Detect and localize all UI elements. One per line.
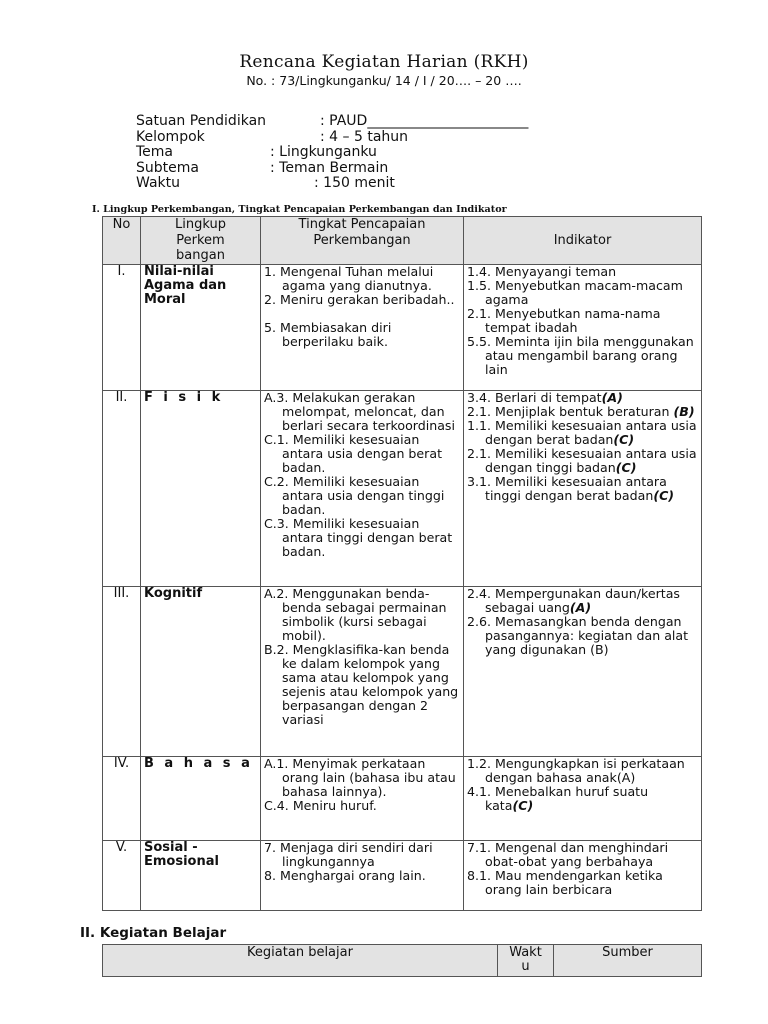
table-row [103, 841, 702, 911]
level-mark: (B) [673, 404, 695, 419]
section-2-heading: II. Kegiatan Belajar [80, 925, 227, 941]
indikator-text: 2.4. Mempergunakan daun/kertas sebagai uang [467, 586, 680, 615]
row-number: II. [103, 391, 141, 587]
indikator-item: 2.1. Menyebutkan nama-nama tempat ibadah [467, 306, 661, 335]
tingkat-item: C.2. Memiliki kesesuaian antara usia dengan tinggi badan. [264, 474, 445, 517]
tingkat-item: 5. Membiasakan diri berperilaku baik. [264, 320, 392, 349]
header-line: Tingkat Pencapaian [298, 217, 426, 232]
document-number: No. : 73/Lingkunganku/ 14 / I / 20…. – 20 …. [246, 73, 522, 88]
meta-value: : Teman Bermain [270, 159, 389, 176]
level-mark: (C) [512, 798, 534, 813]
row-tingkat [261, 265, 464, 391]
row-tingkat [261, 587, 464, 757]
header-line: Perkem [176, 232, 225, 248]
tingkat-item: 2. Meniru gerakan beribadah.. [264, 292, 455, 307]
indikator-item [467, 475, 698, 503]
table-header-row [103, 217, 702, 265]
meta-label: Kelompok [136, 128, 205, 145]
row-indikator [464, 841, 702, 911]
row-lingkup: Sosial - Emosional [141, 841, 261, 911]
indikator-item: 8.1. Mau mendengarkan ketika orang lain berbicara [467, 868, 663, 897]
row-number: V. [103, 841, 141, 911]
meta-value: : 150 menit [314, 175, 395, 191]
indikator-text: 2.1. Menjiplak bentuk beraturan [467, 404, 674, 419]
header-indikator: Indikator [464, 217, 702, 265]
header-waktu [498, 945, 554, 977]
header-line: u [521, 959, 530, 974]
header-line: Lingkup [175, 217, 226, 233]
tingkat-item: 8. Menghargai orang lain. [264, 868, 426, 883]
row-number: I. [103, 265, 141, 391]
row-indikator [464, 391, 702, 587]
row-indikator [464, 265, 702, 391]
header-lingkup [141, 217, 261, 265]
row-lingkup: B a h a s a [141, 757, 261, 841]
tingkat-item: 7. Menjaga diri sendiri dari lingkungannya [264, 840, 433, 869]
document-title: Rencana Kegiatan Harian (RKH) [239, 52, 529, 72]
header-no: No [103, 217, 141, 265]
indikator-item [467, 785, 698, 813]
row-indikator [464, 757, 702, 841]
section-1-heading: I. Lingkup Perkembangan, Tingkat Pencapaian Perkembangan dan Indikator [92, 204, 507, 215]
indikator-item: 7.1. Mengenal dan menghindari obat-obat yang berbahaya [467, 840, 669, 869]
tingkat-item: A.1. Menyimak perkataan orang lain (bahasa ibu atau bahasa lainnya). [264, 756, 456, 799]
indikator-text: 1.1. Memiliki kesesuaian antara usia dengan berat badan [467, 418, 697, 447]
header-tingkat [261, 217, 464, 265]
kegiatan-header-row [103, 945, 702, 977]
indikator-item: 1.4. Menyayangi teman [467, 264, 617, 279]
indikator-item: 5.5. Meminta ijin bila menggunakan atau mengambil barang orang lain [467, 334, 694, 377]
tingkat-item: A.3. Melakukan gerakan melompat, meloncat, dan berlari secara terkoordinasi [264, 390, 455, 433]
meta-value: : 4 – 5 tahun [320, 128, 409, 145]
row-lingkup: Nilai-nilai Agama dan Moral [141, 265, 261, 391]
tingkat-item: A.2. Menggunakan benda-benda sebagai permainan simbolik (kursi sebagai mobil). [264, 586, 447, 643]
indikator-text: 3.4. Berlari di tempat [467, 390, 602, 405]
indikator-text: 2.1. Memiliki kesesuaian antara usia dengan tinggi badan [467, 446, 697, 475]
tingkat-item: C.3. Memiliki kesesuaian antara tinggi dengan berat badan. [264, 516, 453, 559]
row-tingkat [261, 391, 464, 587]
row-indikator [464, 587, 702, 757]
meta-value: : PAUD_______________________ [320, 113, 529, 129]
header-line: Perkembangan [313, 232, 411, 248]
header-line: Wakt [509, 945, 542, 960]
indikator-item [467, 405, 698, 419]
meta-label: Subtema [136, 159, 199, 176]
level-mark: (C) [653, 488, 675, 503]
indikator-item [467, 447, 698, 475]
indikator-item [467, 419, 698, 447]
table-row [103, 391, 702, 587]
indikator-text: 3.1. Memiliki kesesuaian antara tinggi dengan berat badan [467, 474, 667, 503]
table-row [103, 265, 702, 391]
meta-value: : Lingkunganku [270, 144, 377, 160]
indikator-text: 1.2. Mengungkapkan isi perkataan dengan bahasa anak(A) [467, 756, 685, 785]
level-mark: (C) [613, 432, 635, 447]
tingkat-item: C.4. Meniru huruf. [264, 798, 377, 813]
row-number: IV. [103, 757, 141, 841]
meta-label: Waktu [136, 175, 180, 191]
development-table [102, 216, 702, 911]
level-mark: (A) [569, 600, 592, 615]
header-kegiatan: Kegiatan belajar [103, 945, 498, 977]
tingkat-item: C.1. Memiliki kesesuaian antara usia dengan berat badan. [264, 432, 443, 475]
row-tingkat [261, 757, 464, 841]
indikator-text: 4.1. Menebalkan huruf suatu kata [467, 784, 649, 813]
meta-label: Tema [136, 144, 174, 160]
header-line: bangan [176, 248, 225, 264]
tingkat-item: B.2. Mengklasifika-kan benda ke dalam kelompok yang sama atau kelompok yang sejenis atau kelompok yang berpasangan dengan 2 variasi [264, 642, 459, 727]
meta-label: Satuan Pendidikan [136, 113, 267, 129]
level-mark: (A) [601, 390, 623, 405]
level-mark: (C) [615, 460, 637, 475]
tingkat-item: 1. Mengenal Tuhan melalui agama yang dianutnya. [264, 264, 434, 293]
indikator-text: 2.6. Memasangkan benda dengan pasangannya: kegiatan dan alat yang digunakan (B) [467, 614, 689, 657]
row-lingkup: F i s i k [141, 391, 261, 587]
indikator-item [467, 587, 698, 615]
indikator-item: 1.5. Menyebutkan macam-macam agama [467, 278, 683, 307]
indikator-item [467, 615, 698, 657]
header-sumber: Sumber [554, 945, 702, 977]
row-tingkat [261, 841, 464, 911]
kegiatan-table [102, 944, 702, 977]
table-row [103, 587, 702, 757]
indikator-item [467, 757, 698, 785]
indikator-item [467, 391, 698, 405]
row-lingkup: Kognitif [141, 587, 261, 757]
table-row [103, 757, 702, 841]
row-number: III. [103, 587, 141, 757]
